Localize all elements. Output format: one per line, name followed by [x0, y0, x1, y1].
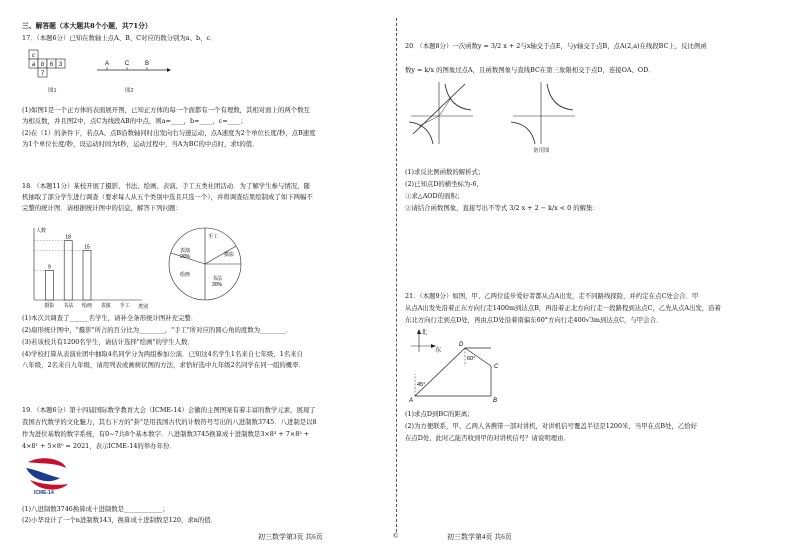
pie-slice-name: 手工: [207, 234, 219, 240]
q18-bar-chart: [20, 222, 150, 310]
bar: [45, 270, 53, 300]
q20-line2: 数y = k/x 的图象过点A，且函数图象与直线BC在第三象限相交于点D，连接OA、OD．: [405, 66, 655, 74]
q20-graph-figure: [407, 78, 477, 148]
point-a-label: A: [104, 61, 110, 67]
q20-part2: (2)已知点D的横坐标为-6，: [405, 180, 483, 188]
q21-part2-line2: 在点D处，此时乙能否收到甲的对讲机信号？请说明理由．: [405, 434, 570, 442]
bar-category-label: 书法: [63, 303, 74, 309]
pie-slice-name: 绘画: [179, 272, 191, 278]
q19-part1: (1)八进制数3746换算成十进制数是____________；: [22, 505, 169, 513]
q17-part1-line1: (1)如图1是一个正方体的表面展开图，已知正方体的每一个面都有一个有理数，其相对面上的两个数互: [22, 106, 310, 114]
bar-category-label: 绘画: [81, 303, 93, 309]
q20-part1: (1)求反比例函数的解析式；: [405, 168, 485, 176]
bar-data-label: 18: [65, 234, 71, 241]
q17-part2-line1: (2)在（1）的条件下，若点A、点B沿数轴同时出发向右匀速运动，点A速度为2个单位长度/秒，点B速度: [22, 129, 316, 137]
right-page: [397, 0, 794, 560]
q18-head-line2: 机抽取了部分学生进行调查（要求每人从五个类别中选且只选一个），并将调查结果绘制成了如下两幅不: [22, 193, 313, 201]
q17-cube-net-figure: [28, 48, 88, 96]
q20-line1: 20．（本题8分）一次函数y = 3/2 x + 2与x轴交于点E，与y轴交于点B，点A(2,a)在线段BC上，反比例函: [405, 42, 707, 50]
q21-line3: 东北方向行走到点D处，再由点D处沿着南偏东60°方向行走400√3m到达点C，与甲会合．: [405, 316, 663, 324]
cube-label: 3: [58, 62, 63, 68]
point-a-label: A: [409, 398, 414, 404]
fig1-label: 图1: [48, 88, 57, 94]
backup-figure-label: 备用图: [533, 148, 550, 154]
angle-a-label: 45°: [417, 382, 426, 388]
q18-part3: (3)若该校共有1200名学生，请估计选择"绘画"的学生人数．: [22, 338, 194, 346]
logo-text: ICME-14: [34, 490, 54, 496]
q17-part2-line2: 为1个单位长度/秒，设运动时间为t秒，运动过程中，当A为BC的中点时，求t的值．: [22, 140, 259, 148]
fig2-label: 图2: [125, 88, 134, 94]
q18-head-line1: 18．（本题11分）某校开展了摄影、书法、绘画、表演、手工五类社团活动．为了解学生参与情况，随: [22, 182, 310, 190]
q21-line2: 从点A出发先沿着正东方向行走1400m到达点B，再沿着正北方向行走一段路程到达点C，乙先从点A出发，沿着: [405, 304, 721, 312]
pie-slice-percent: 20%: [179, 254, 191, 260]
footer-copyright: ©: [393, 532, 399, 540]
point-b-label: B: [144, 61, 150, 67]
q19-line2: 我国古代数学的文化魅力，其右下方的"卦"是用我国古代的计数符号写出的八进制数3745．八进制是以8: [22, 418, 317, 426]
q17-number-line-figure: [95, 60, 175, 96]
cube-label: 7: [40, 71, 45, 77]
point-c-label: C: [494, 364, 499, 370]
cube-label: a: [31, 62, 36, 68]
q19-part2: (2)小华设计了一个n进制数143，换算成十进制数是120，求n的值．: [22, 516, 218, 524]
q17-head: 17．（本题6分）已知在数轴上点A、B、C对应的数分别为a、b、c．: [22, 34, 217, 42]
pie-slice-percent: 30%: [211, 282, 223, 288]
bar-y-label: 人数: [36, 228, 47, 234]
cube-label: b: [40, 62, 45, 68]
q18-head-line3: 完整的统计图．请根据统计图中的信息，解答下列问题：: [22, 204, 182, 212]
angle-d-label: 60°: [467, 356, 476, 362]
bar-data-label: 15: [84, 244, 90, 251]
bar-category-label: 手工: [119, 303, 130, 309]
q18-part4-line1: (4)学校打算从表演社团中抽取4名同学分为两组参加公演．已知这4名学生1名来自七年级，1名来自: [22, 350, 303, 358]
q19-line1: 19．（本题6分）第十四届国际数学教育大会（ICME-14）会徽的主图图案有着丰富的数学元素，展现了: [22, 406, 316, 414]
q20-part2b: ②请结合函数图象，直接写出不等式 3/2 x + 2 − k/x < 0 的解集：: [405, 204, 599, 212]
footer-left-page-number: 初三数学第3页 共6页: [258, 533, 323, 541]
q21-part1: (1)求点D到BC的距离；: [405, 410, 474, 418]
q19-line4: 4×8¹ + 5×8⁰ = 2021，表示ICME-14的举办年份．: [22, 442, 176, 450]
q18-pie-chart: [160, 222, 250, 310]
pie-slice-name: 书法: [211, 276, 223, 282]
point-c-label: C: [124, 61, 130, 67]
east-label: 东: [435, 348, 442, 354]
q18-part4-line2: 八年级，2名来自九年级，请用列表或画树状图的方法，求恰好选中九年级2名同学在同一组的概率．: [22, 361, 305, 369]
pie-slice-name: 摄影: [223, 252, 235, 258]
q19-line3: 作为进位基数的数字系统，有0~7共8个基本数字．八进制数3745换算成十进制数是3×8³ + 7×8² +: [22, 430, 310, 438]
q18-part1: (1)本次共调查了______名学生，请补全条形统计图补充完整．: [22, 314, 198, 322]
q21-line1: 21．（本题9分）如图，甲、乙两位徒步爱好者都从点A出发，走不同路线探险，并约定在点C处会合．甲: [405, 292, 699, 300]
q18-part2: (2)扇形统计图中，"摄影"所占的百分比为________，"手工"所对应的圆心角的度数为________．: [22, 326, 293, 334]
point-b-label: B: [493, 398, 498, 404]
pie-slice-name: 表演: [179, 248, 191, 254]
bar-data-label: 9: [48, 264, 51, 271]
footer-right-page-number: 初三数学第4页 共6页: [447, 533, 512, 541]
bar: [64, 241, 72, 300]
point-d-label: D: [459, 342, 464, 348]
icme-logo: [20, 456, 80, 496]
bar-x-label: 类别: [138, 304, 149, 310]
bar-category-label: 表演: [100, 303, 111, 309]
bar: [83, 251, 91, 301]
q17-part1-line2: 为相反数，并且图2中，点C为线段AB的中点，则a=____，b=____，c=____；: [22, 117, 247, 125]
q21-part2-line1: (2)为方便联系，甲、乙两人各携带一部对讲机，对讲机信号覆盖半径是1200米，当甲在点B处，乙恰好: [405, 422, 698, 430]
bar-category-label: 摄影: [44, 303, 55, 309]
q20-backup-graph-figure: [509, 78, 579, 154]
north-label: 北: [421, 330, 428, 336]
q20-part2a: ①求△AOD的面积；: [405, 192, 464, 200]
section-title: 三、解答题（本大题共8个小题，共71分）: [22, 22, 152, 30]
q21-route-figure: [407, 326, 517, 404]
cube-label: 6: [49, 62, 54, 68]
cube-label: c: [32, 53, 35, 59]
